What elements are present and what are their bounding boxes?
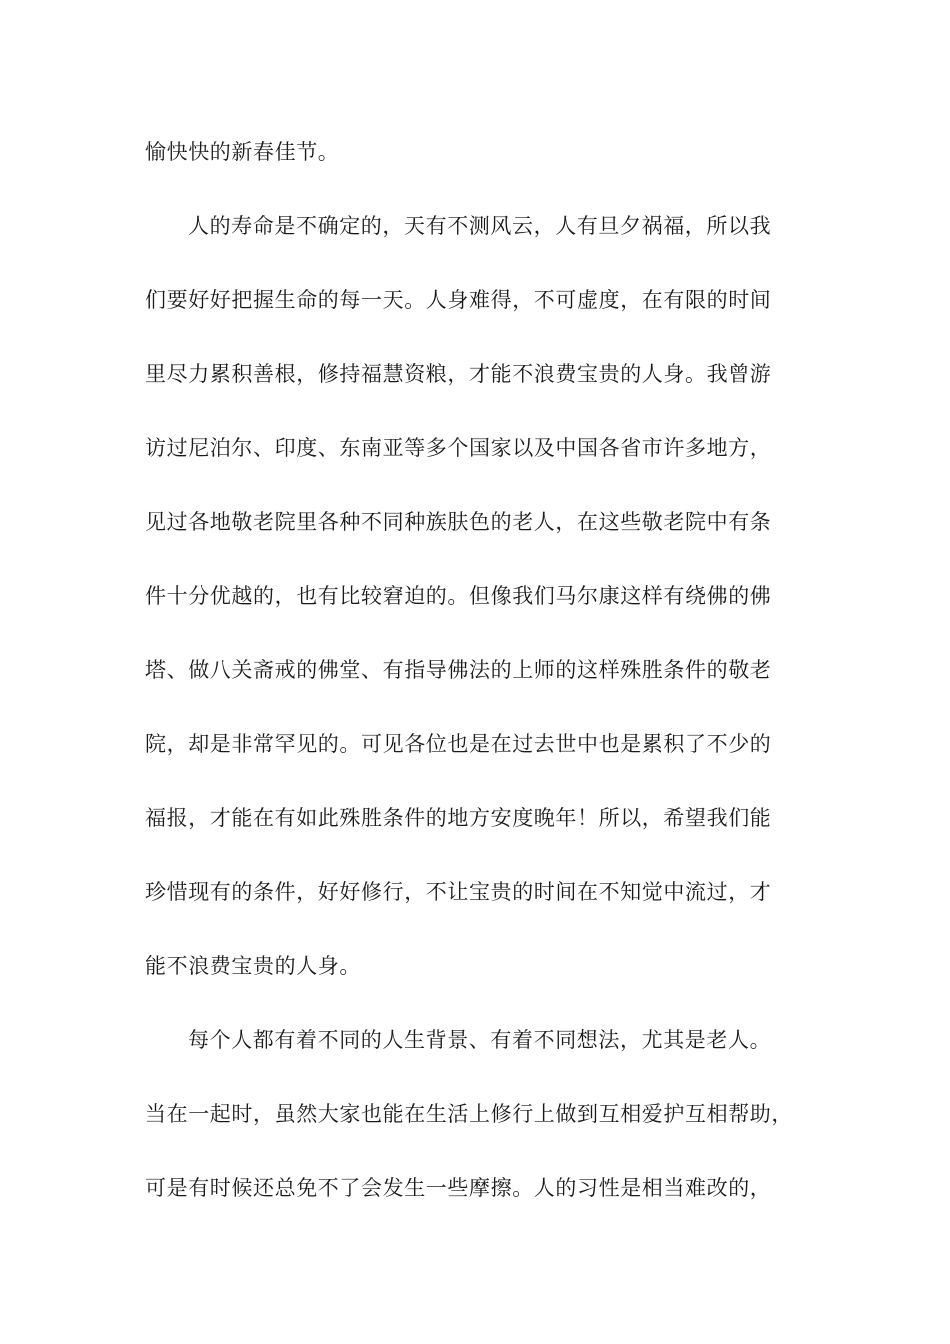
text-line: 愉快快的新春佳节。 (145, 140, 340, 164)
text-line: 当在一起时，虽然大家也能在生活上修行上做到互相爱护互相帮助， (145, 1102, 793, 1126)
text-line: 们要好好把握生命的每一天。人身难得，不可虚度，在有限的时间 (145, 288, 772, 312)
text-line: 能不浪费宝贵的人身。 (145, 954, 361, 978)
text-line: 件十分优越的，也有比较窘迫的。但像我们马尔康这样有绕佛的佛 (145, 584, 772, 608)
text-line: 福报，才能在有如此殊胜条件的地方安度晚年！所以，希望我们能 (145, 806, 772, 830)
text-line: 见过各地敬老院里各种不同种族肤色的老人，在这些敬老院中有条 (145, 510, 772, 534)
text-line: 塔、做八关斋戒的佛堂、有指导佛法的上师的这样殊胜条件的敬老 (145, 658, 772, 682)
text-line: 里尽力累积善根，修持福慧资粮，才能不浪费宝贵的人身。我曾游 (145, 362, 772, 386)
paragraph-start-line: 人的寿命是不确定的，天有不测风云，人有旦夕祸福，所以我 (188, 214, 772, 238)
paragraph-start-line: 每个人都有着不同的人生背景、有着不同想法，尤其是老人。 (188, 1028, 772, 1052)
text-line: 院，却是非常罕见的。可见各位也是在过去世中也是累积了不少的 (145, 732, 772, 756)
text-line: 可是有时候还总免不了会发生一些摩擦。人的习性是相当难改的， (145, 1176, 772, 1200)
text-line: 访过尼泊尔、印度、东南亚等多个国家以及中国各省市许多地方， (145, 436, 772, 460)
text-line: 珍惜现有的条件，好好修行，不让宝贵的时间在不知觉中流过，才 (145, 880, 772, 904)
